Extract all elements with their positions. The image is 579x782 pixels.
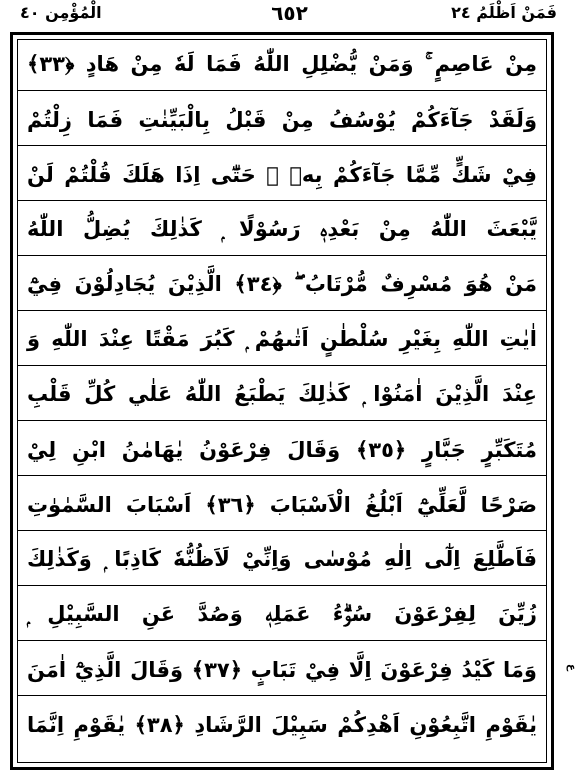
line-text: عِنْدَ الَّذِيْنَ اٰمَنُوْا ۭ كَذٰلِكَ يَطْبَعُ اللّٰهُ عَلٰي كُلِّ قَلْبِ	[27, 382, 537, 406]
page-number: ٦٥٢	[271, 1, 308, 25]
text-line-13	[17, 699, 547, 751]
line-text: مِنْ عَاصِمٍ ۚ وَمَنْ يُّضْلِلِ اللّٰهُ فَمَا لَهٗ مِنْ هَادٍ ﴿٣٣﴾	[27, 52, 537, 76]
line-text: مَنْ هُوَ مُسْرِفٌ مُّرْتَابُ ۖ ﴿٣٤﴾ الَّذِيْنَ يُجَادِلُوْنَ فِيْٓ	[27, 272, 537, 296]
line-text: يٰقَوْمِ اتَّبِعُوْنِ اَهْدِكُمْ سَبِيْلَ الرَّشَادِ ﴿٣٨﴾ يٰقَوْمِ اِنَّمَا	[27, 713, 537, 737]
text-line-4	[17, 204, 547, 256]
text-line-3	[17, 149, 547, 201]
ruku-marker: ع	[566, 663, 577, 671]
text-line-9	[17, 479, 547, 531]
juz-name: فَمَنْ اَظْلَمُ ٢٤	[451, 3, 557, 22]
line-text: صَرْحًا لَّعَلِّيْٓ اَبْلُغُ الْاَسْبَابَ ﴿٣٦﴾ اَسْبَابَ السَّمٰوٰتِ	[27, 492, 537, 517]
line-text: فَاَطَّلِعَ اِلٰٓى اِلٰهِ مُوْسٰى وَاِنِّيْ لَاَظُنُّهٗ كَاذِبًا ۭ وَكَذٰلِكَ	[27, 547, 537, 571]
line-text: وَلَقَدْ جَآءَكُمْ يُوْسُفُ مِنْ قَبْلُ بِالْبَيِّنٰتِ فَمَا زِلْتُمْ	[27, 107, 537, 132]
surah-name: الْمُؤْمِن ٤٠	[20, 3, 102, 22]
line-text: مُتَكَبِّرٍ جَبَّارٍ ﴿٣٥﴾ وَقَالَ فِرْعَوْنُ يٰهَامٰنُ ابْنِ لِيْ	[27, 437, 537, 462]
text-line-12	[17, 644, 547, 696]
text-line-1	[17, 39, 547, 91]
text-line-8	[17, 424, 547, 476]
text-line-11	[17, 589, 547, 641]
text-line-5	[17, 259, 547, 311]
line-text: فِيْ شَكٍّ مِّمَّا جَآءَكُمْ بِهٖ ۖ حَتّٰٓى اِذَا هَلَكَ قُلْتُمْ لَنْ	[27, 162, 537, 187]
text-line-2	[17, 94, 547, 146]
text-line-7	[17, 369, 547, 421]
text-line-10	[17, 534, 547, 586]
line-text: وَمَا كَيْدُ فِرْعَوْنَ اِلَّا فِيْ تَبَابٍ ﴿٣٧﴾ وَقَالَ الَّذِيْٓ اٰمَنَ	[27, 657, 537, 682]
line-text: اٰيٰتِ اللّٰهِ بِغَيْرِ سُلْطٰنٍ اَتٰىهُمْ ۭ كَبُرَ مَقْتًا عِنْدَ اللّٰهِ وَ	[27, 327, 537, 351]
text-block	[17, 39, 547, 763]
page-header	[0, 0, 579, 32]
line-text: يَّبْعَثَ اللّٰهُ مِنْ بَعْدِهٖ رَسُوْلًا ۭ كَذٰلِكَ يُضِلُّ اللّٰهُ	[27, 217, 537, 241]
line-text: زُيِّنَ لِفِرْعَوْنَ سُوْۗءُ عَمَلِهٖ وَصُدَّ عَنِ السَّبِيْلِ ۭ	[27, 602, 537, 626]
text-line-6	[17, 314, 547, 366]
